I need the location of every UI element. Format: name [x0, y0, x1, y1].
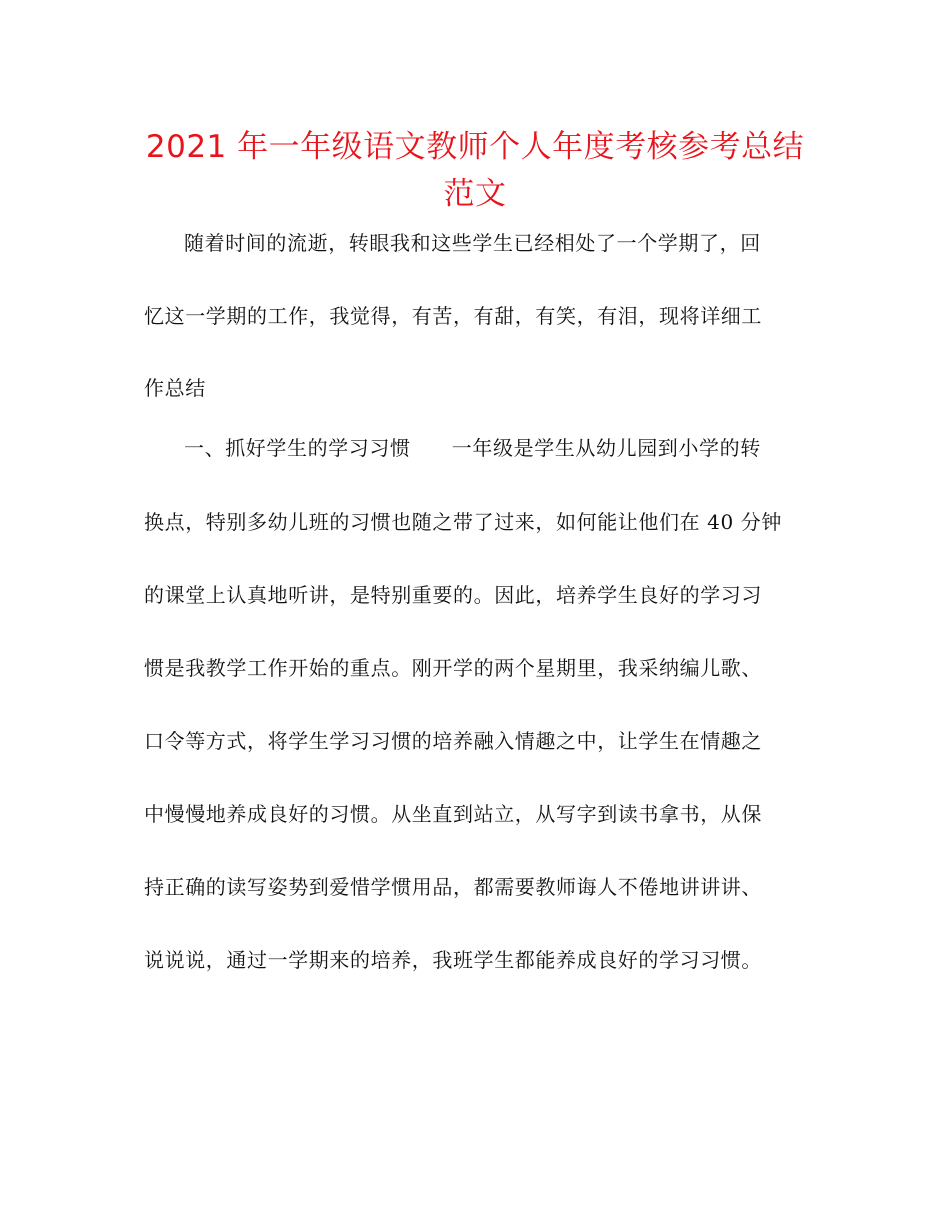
- paragraph-2-line-1: 一、抓好学生的学习习惯 一年级是学生从幼儿园到小学的转: [184, 436, 761, 460]
- paragraph-2-line-7: 持正确的读写姿势到爱惜学惯用品，都需要教师诲人不倦地讲讲讲、: [144, 875, 762, 899]
- paragraph-2-line-3: 的课堂上认真地听讲，是特别重要的。因此，培养学生良好的学习习: [144, 583, 762, 607]
- document-title-line-1: 2021 年一年级语文教师个人年度考核参考总结: [145, 129, 805, 165]
- paragraph-1-line-2: 忆这一学期的工作，我觉得，有苦，有甜，有笑，有泪，现将详细工: [144, 304, 762, 328]
- document-title-line-2: 范文: [443, 176, 507, 212]
- paragraph-2-line-5: 口令等方式，将学生学习习惯的培养融入情趣之中，让学生在情趣之: [144, 729, 762, 753]
- paragraph-1-line-1: 随着时间的流逝，转眼我和这些学生已经相处了一个学期了，回: [184, 231, 761, 255]
- paragraph-2-line-6: 中慢慢地养成良好的习惯。从坐直到站立，从写字到读书拿书，从保: [144, 802, 762, 826]
- paragraph-2-line-4: 惯是我教学工作开始的重点。刚开学的两个星期里，我采纳编儿歌、: [144, 656, 762, 680]
- paragraph-2-line-8: 说说说，通过一学期来的培养，我班学生都能养成良好的学习习惯。: [144, 948, 762, 972]
- paragraph-2-line-2: 换点，特别多幼儿班的习惯也随之带了过来，如何能让他们在 40 分钟: [144, 510, 782, 534]
- paragraph-1-line-3: 作总结: [144, 376, 206, 400]
